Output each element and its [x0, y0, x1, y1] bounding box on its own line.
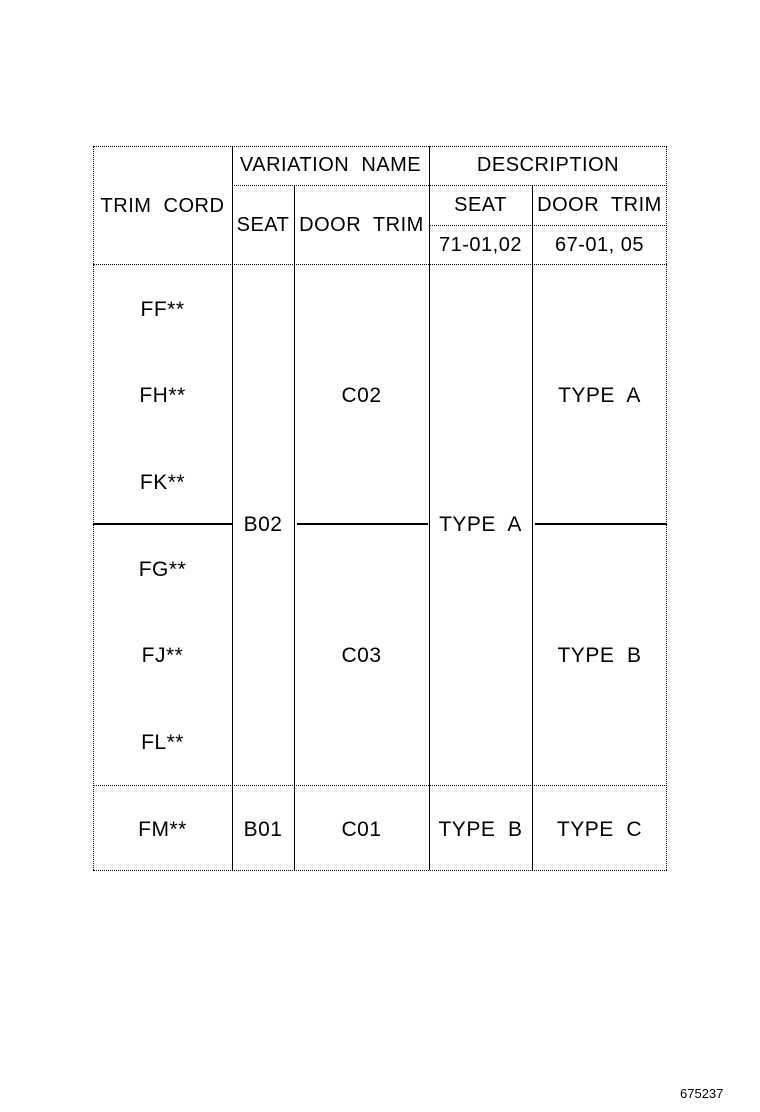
variation-door-c01: C01 — [341, 818, 382, 841]
variation-door-c02: C02 — [341, 384, 382, 407]
description-seat-type-b: TYPE B — [438, 818, 523, 841]
header-variation-door-trim: DOOR TRIM — [299, 213, 424, 236]
description-door-type-c: TYPE C — [556, 818, 643, 841]
trim-code: FJ** — [141, 644, 184, 667]
header-description-seat: SEAT — [454, 194, 507, 216]
description-door-type-a: TYPE A — [558, 384, 641, 407]
description-door-type-b: TYPE B — [557, 644, 642, 667]
description-seat-type-a: TYPE A — [439, 513, 522, 536]
header-seat-ref: 71-01,02 — [439, 233, 522, 256]
variation-door-c03: C03 — [341, 644, 382, 667]
header-variation-seat: SEAT — [236, 213, 290, 236]
trim-code: FG** — [138, 558, 187, 581]
variation-seat-b01: B01 — [243, 818, 283, 841]
trim-code: FK** — [139, 471, 186, 494]
header-door-ref: 67-01, 05 — [554, 233, 644, 256]
header-variation-name: VARIATION NAME — [239, 154, 422, 176]
header-trim-cord: TRIM CORD — [100, 194, 225, 217]
header-description: DESCRIPTION — [476, 154, 620, 176]
trim-code: FH** — [139, 384, 186, 407]
figure-number: 675237 — [680, 1086, 724, 1101]
trim-code: FM** — [138, 818, 187, 841]
header-description-door-trim: DOOR TRIM — [537, 194, 662, 216]
trim-code: FL** — [141, 731, 184, 754]
trim-code: FF** — [140, 298, 185, 321]
variation-seat-b02: B02 — [243, 513, 283, 536]
